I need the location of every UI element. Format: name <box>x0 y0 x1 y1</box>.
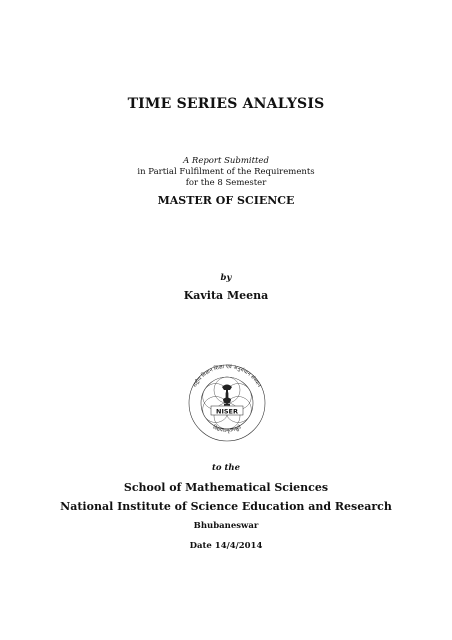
document-title: TIME SERIES ANALYSIS <box>127 96 325 112</box>
school-name: School of Mathematical Sciences <box>123 481 329 494</box>
report-submitted-line: A Report Submitted <box>183 156 269 166</box>
svg-text:विद्ययाऽमृतमश्नुते <box>212 423 244 434</box>
institute-name: National Institute of Science Education and Research <box>60 500 392 513</box>
logo-bottom-arc-text: विद्ययाऽमृतमश्नुते <box>211 424 243 434</box>
by-label: by <box>220 273 232 283</box>
place-name: Bhubaneswar <box>193 521 259 531</box>
author-name: Kavita Meena <box>183 289 269 302</box>
niser-logo <box>178 363 276 443</box>
logo-acronym: NISER <box>216 407 238 416</box>
niser-seal-icon <box>178 363 276 443</box>
logo-top-arc-text: राष्ट्रीय विज्ञान शिक्षा एवं अनुसंधान संस्थान <box>192 363 262 389</box>
semester-line: for the 8 Semester <box>185 178 267 188</box>
submission-date: Date 14/4/2014 <box>189 541 263 551</box>
degree-name: MASTER OF SCIENCE <box>157 194 295 207</box>
to-the-label: to the <box>211 463 241 473</box>
fulfilment-line: in Partial Fulfilment of the Requirements <box>137 167 315 177</box>
